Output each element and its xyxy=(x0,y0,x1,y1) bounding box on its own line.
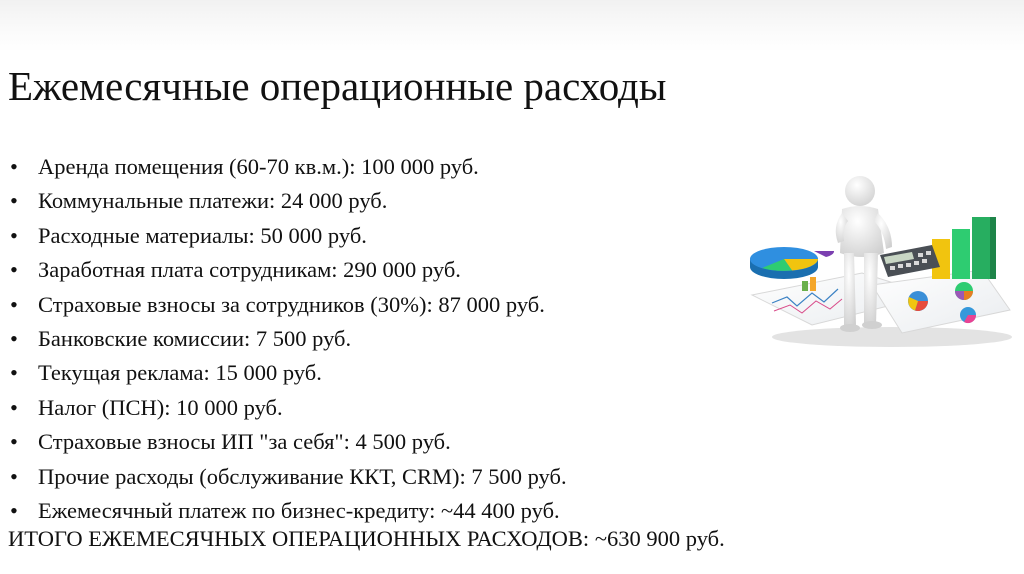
bullet-icon: • xyxy=(10,222,18,248)
header-gradient xyxy=(0,0,1024,52)
list-item xyxy=(10,322,567,356)
person-with-charts-and-calculator-icon xyxy=(742,175,1012,350)
list-item xyxy=(10,460,567,494)
list-item-text: Аренда помещения (60-70 кв.м.): 100 000 руб. xyxy=(38,154,479,179)
bullet-icon: • xyxy=(10,291,18,317)
list-item-text: Ежемесячный платеж по бизнес-кредиту: ~44 400 руб. xyxy=(38,498,560,524)
list-item xyxy=(10,391,567,425)
list-item-text: Расходные материалы: 50 000 руб. xyxy=(38,222,367,248)
slide-title: Ежемесячные операционные расходы xyxy=(8,63,667,109)
list-item-text: Налог (ПСН): 10 000 руб. xyxy=(38,394,283,420)
list-item xyxy=(10,356,567,390)
list-item-text: Страховые взносы ИП "за себя": 4 500 руб. xyxy=(38,429,451,455)
list-item-text: Прочие расходы (обслуживание ККТ, CRM): 7 500 руб. xyxy=(38,463,567,489)
list-item xyxy=(10,425,567,459)
bullet-icon: • xyxy=(10,326,18,352)
bullet-icon: • xyxy=(10,498,18,524)
bullet-icon: • xyxy=(10,257,18,283)
bullet-icon: • xyxy=(10,463,18,489)
expense-list xyxy=(10,150,567,528)
list-item-text: Текущая реклама: 15 000 руб. xyxy=(38,360,322,386)
list-item-text: Страховые взносы за сотрудников (30%): 87 000 руб. xyxy=(38,291,545,317)
bullet-icon: • xyxy=(10,394,18,420)
list-item xyxy=(10,150,567,184)
total-line: ИТОГО ЕЖЕМЕСЯЧНЫХ ОПЕРАЦИОННЫХ РАСХОДОВ: ~630 900 руб. xyxy=(8,526,725,551)
list-item xyxy=(10,288,567,322)
bullet-icon: • xyxy=(10,360,18,386)
list-item-text: Коммунальные платежи: 24 000 руб. xyxy=(38,188,388,214)
list-item xyxy=(10,184,567,218)
bullet-icon: • xyxy=(10,429,18,455)
list-item-text: Заработная плата сотрудникам: 290 000 руб. xyxy=(38,257,461,283)
list-item xyxy=(10,253,567,287)
list-item-text: Банковские комиссии: 7 500 руб. xyxy=(38,326,352,352)
bullet-icon: • xyxy=(10,188,18,214)
list-item xyxy=(10,219,567,253)
bullet-icon: • xyxy=(10,154,18,179)
